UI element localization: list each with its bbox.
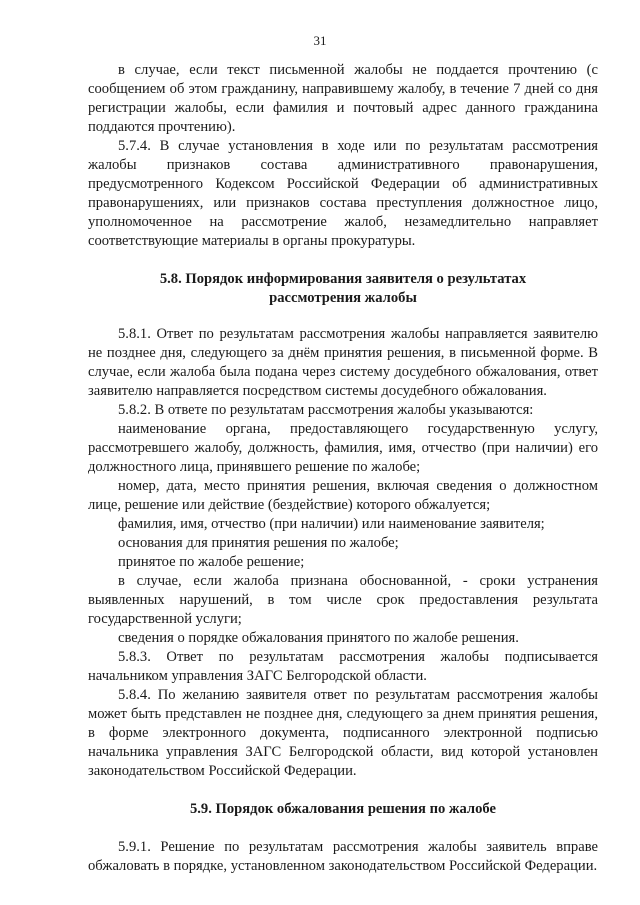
list-item: в случае, если жалоба признана обоснованной, - сроки устранения выявленных нарушений, в том числе срок предоставления результата государственной услуги; (88, 573, 598, 627)
paragraph-5-7-4: 5.7.4. В случае установления в ходе или по результатам рассмотрения жалобы признаков состава административного правонарушения, предусмотренного Кодексом Российской Федерации об административных правонарушениях, или признаков состава преступления должностное лицо, уполномоченное на рассмотрение жалоб, незамедлительно направляет соответствующие материалы в органы прокуратуры. (88, 138, 598, 249)
section-5-8-heading-line1: 5.8. Порядок информирования заявителя о результатах (159, 271, 527, 287)
list-item: принятое по жалобе решение; (118, 554, 305, 570)
list-item: фамилия, имя, отчество (при наличии) или наименование заявителя; (118, 516, 545, 532)
section-5-8-heading-line2: рассмотрения жалобы (269, 290, 417, 306)
page-number: 31 (313, 33, 327, 48)
list-item: сведения о порядке обжалования принятого по жалобе решения. (118, 630, 519, 646)
paragraph-unreadable-text: в случае, если текст письменной жалобы не поддается прочтению (с сообщением об этом гражданину, направившему жалобу, в течение 7 дней со дня регистрации жалобы, если фамилия и почтовый адрес данного гражданина поддаются прочтению). (88, 62, 598, 135)
paragraph-5-8-3: 5.8.3. Ответ по результатам рассмотрения жалобы подписывается начальником управления ЗАГС Белгородской области. (88, 649, 598, 684)
paragraph-5-8-4: 5.8.4. По желанию заявителя ответ по результатам рассмотрения жалобы может быть представлен не позднее дня, следующего за днем принятия решения, в форме электронного документа, подписанного электронной подписью начальника управления ЗАГС Белгородской области, вид которой установлен законодательством Российской Федерации. (88, 687, 598, 779)
list-item: наименование органа, предоставляющего государственную услугу, рассмотревшего жалобу, должность, фамилия, имя, отчество (при наличии) его должностного лица, принявшего решение по жалобе; (88, 421, 598, 475)
list-item: основания для принятия решения по жалобе; (118, 535, 399, 551)
paragraph-5-8-2: 5.8.2. В ответе по результатам рассмотрения жалобы указываются: (118, 402, 534, 418)
section-5-9-heading: 5.9. Порядок обжалования решения по жалобе (189, 801, 496, 817)
list-item: номер, дата, место принятия решения, включая сведения о должностном лице, решение или действие (бездействие) которого обжалуется; (88, 478, 598, 513)
paragraph-5-8-1: 5.8.1. Ответ по результатам рассмотрения жалобы направляется заявителю не позднее дня, следующего за днём принятия решения, в письменной форме. В случае, если жалоба была подана через систему досудебного обжалования, ответ заявителю направляется посредством системы досудебного обжалования. (88, 326, 598, 399)
document-body (88, 61, 598, 876)
paragraph-5-9-1: 5.9.1. Решение по результатам рассмотрения жалобы заявитель вправе обжаловать в порядке, установленном законодательством Российской Федерации. (88, 839, 598, 874)
section-5-8-heading (88, 270, 598, 308)
